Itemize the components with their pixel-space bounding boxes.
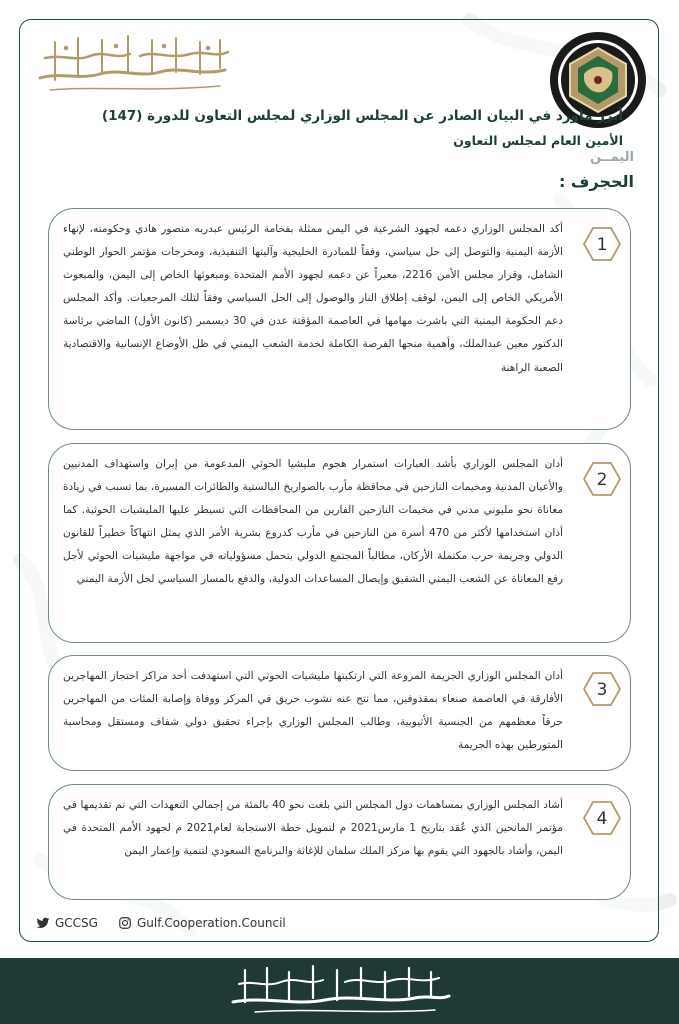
statement-text: أشاد المجلس الوزاري بمساهمات دول المجلس التي بلغت نحو 40 بالمئة من إجمالي التعهدات التي تم تقديمها في مؤتمر المانحين الذي عُقد بتاريخ 1 مارس2021 م لتمويل خطة الاستجابة لعام2021 م لجهود الأمم المتحدة في اليمن، وأشاد بالجهود التي يقوم بها مركز الملك سلمان للإغاثة والبرنامج السعودي لتنمية وإعمار اليمن: [63, 799, 563, 858]
number-text: 2: [596, 470, 608, 490]
statement-text: أدان المجلس الوزاري بأشد العبارات استمرار هجوم مليشيا الحوثي المدعومة من إيران واستهداف المدنيين والأعيان المدنية ومخيمات النازحين في محافظة مأرب بالصواريخ البالستية والطائرات المسيرة، بما تسبب في زيادة معاناة نحو مليوني مدني في مخيمات النازحين الفارين من المحافظات التي تسيطر عليها المليشيات الحوثية. كما أدان استخدامها لأكثر من 470 أسرة من النازحين في مأرب كدروع بشرية الأمر الذي يمثل انتهاكاً خطيراً للقانون الدولي وجريمة حرب مكتملة الأركان، مطالباً المجتمع الدولي بتحمل مسؤولياته في مواجهة مليشيات الحوثي لأجل رفع المعاناة عن الشعب اليمني الشقيق وإيصال المساعدات الدولية، والدفع بالمسار السياسي لحل الأزمة اليمني: [63, 458, 563, 586]
statement-card-3: [48, 655, 631, 771]
gcc-calligraphy-logo: [30, 28, 235, 98]
spokesperson-label: الحجرف :: [558, 172, 634, 191]
instagram-link[interactable]: [118, 916, 286, 930]
number-badge: [583, 460, 621, 498]
hexagon-icon: [583, 799, 621, 837]
twitter-link[interactable]: [36, 916, 98, 930]
country-label: اليمــن: [590, 150, 634, 165]
hexagon-icon: [583, 670, 621, 708]
subheadline: الأمين العام لمجلس التعاون: [453, 133, 623, 148]
ministerial-council-calligraphy: [225, 962, 455, 1018]
statement-card-1: [48, 208, 631, 430]
instagram-icon: [118, 916, 132, 930]
twitter-icon: [36, 916, 50, 930]
statement-text: أكد المجلس الوزاري دعمه لجهود الشرعية في اليمن ممثلة بفخامة الرئيس عبدربه منصور هادي وحكومته، لإنهاء الأزمة اليمنية والتوصل إلى حل سياسي، وفقاً للمبادرة الخليجية وآليتها التنفيذية، ومخرجات مؤتمر الحوار الوطني الشامل، وقرار مجلس الأمن 2216، معبراً عن دعمه لجهود الأمم المتحدة ومبعوثها الخاص إلى اليمن، والمبعوث الأمريكي الخاص إلى اليمن، لوقف إطلاق النار والوصول إلى الحل السياسي وفقاً لتلك المرجعيات. وأكد المجلس دعم الحكومة اليمنية التي باشرت مهامها في العاصمة المؤقتة عدن في 30 ديسمبر (كانون الأول) الماضي برئاسة الدكتور معين عبدالملك، وأهمية منحها الفرصة الكاملة لخدمة الشعب اليمني في ظل الأوضاع الإنسانية والاقتصادية الصعبة الراهنة: [63, 223, 563, 374]
hexagon-icon: [583, 460, 621, 498]
headline: أبرز ماورد في البيان الصادر عن المجلس الوزاري لمجلس التعاون للدورة (147): [101, 108, 623, 124]
twitter-handle: GCCSG: [55, 916, 98, 930]
number-text: 1: [596, 235, 608, 255]
social-links: [36, 915, 286, 931]
statement-card-2: [48, 443, 631, 643]
number-badge: [583, 799, 621, 837]
number-text: 4: [596, 809, 608, 829]
number-badge: [583, 225, 621, 263]
statement-card-4: [48, 784, 631, 900]
hexagon-icon: [583, 225, 621, 263]
instagram-handle: Gulf.Cooperation.Council: [136, 916, 286, 930]
number-badge: [583, 670, 621, 708]
statement-text: أدان المجلس الوزاري الجريمة المروعة التي ارتكبتها مليشيات الحوثي التي استهدفت أحد مراكز احتجاز المهاجرين الأفارقة في العاصمة صنعاء بمقذوفين، مما نتج عنه نشوب حريق في المركز ووفاة وإصابة المئات من المهاجرين حرقاً معظمهم من الجنسية الأثيوبية، وطالب المجلس الوزاري بإجراء تحقيق دولي شفاف ومستقل ومحاسبة المتورطين بهذه الجريمة: [63, 670, 563, 752]
number-text: 3: [596, 680, 608, 700]
